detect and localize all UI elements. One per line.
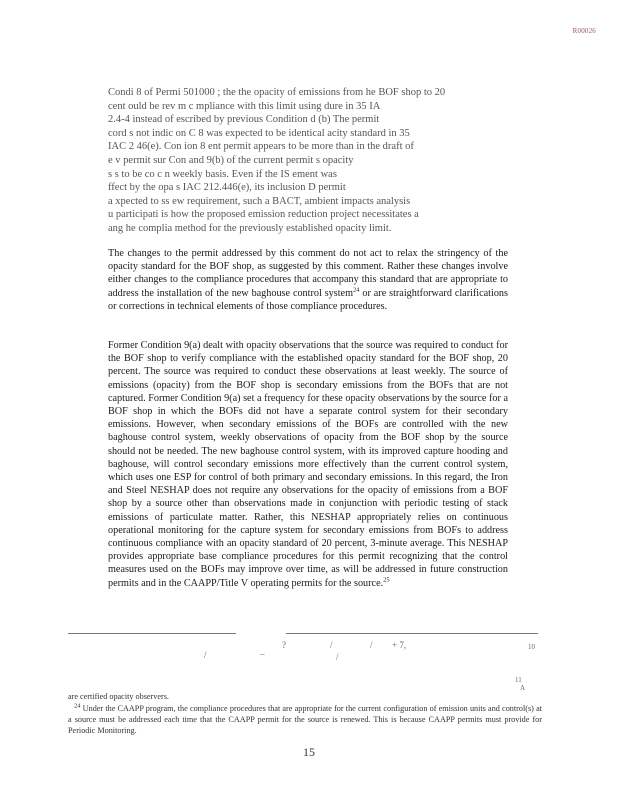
footnote-ref-25: 25	[383, 576, 390, 584]
response-paragraph-2	[108, 339, 508, 590]
faint-footnote-fragment: /	[370, 640, 373, 650]
faded-line: u participati is how the proposed emission reduction project necessitates a	[108, 209, 419, 221]
faint-footnote-fragment: _	[260, 646, 265, 656]
paragraph-text: The changes to the permit addressed by this comment do not act to relax the stringency of the opacity standard for the BOF shop, as suggested by this comment. Rather these changes involve either changes to the compliance procedures that accompany this standard that are appropriate to address the installation of the new baghouse control system	[108, 248, 508, 299]
faded-line: ang he complia method for the previously established opacity limit.	[108, 222, 392, 234]
footnote-divider-left	[68, 633, 236, 634]
faded-line: e v permit sur Con and 9(b) of the current permit s opacity	[108, 154, 354, 166]
faint-footnote-fragment: A	[520, 684, 526, 692]
footnote-continuation: are certified opacity observers.	[68, 692, 169, 701]
faded-line: 2.4-4 instead of escribed by previous Condition d (b) The permit	[108, 114, 380, 126]
faint-footnote-fragment: /	[204, 650, 207, 660]
faint-footnote-fragment: /	[336, 652, 339, 662]
footnote-divider-right	[286, 633, 538, 634]
faded-line: s s to be co c n weekly basis. Even if the IS ement was	[108, 168, 337, 180]
faint-footnote-fragment: 10	[528, 643, 535, 651]
faded-line: IAC 2 46(e). Con ion 8 ent permit appears to be more than in the draft of	[108, 141, 414, 153]
faded-line: cent ould be rev m c mpliance with this limit using dure in 35 IA	[108, 100, 381, 112]
footnote-ref-24: 24	[353, 286, 360, 294]
footnote-24	[68, 703, 542, 737]
paragraph-text-continued: or are straightforward clarifications or corrections in technical elements of those compliance procedures.	[108, 287, 508, 312]
faint-footnote-fragment: /	[330, 640, 333, 650]
footnote-marker: 24	[74, 702, 81, 710]
faint-footnote-fragment: 11	[515, 676, 522, 684]
faded-line: cord s not indic on C 8 was expected to be identical acity standard in 35	[108, 127, 410, 139]
faded-line: ffect by the opa s IAC 212.446(e), its inclusion D permit	[108, 182, 346, 194]
faint-footnote-fragment: ?	[282, 640, 286, 650]
faded-line: Condi 8 of Permi 501000 ; the the opacity of emissions from he BOF shop to 20	[108, 87, 446, 98]
faded-line: a xpected to ss ew requirement, such a BACT, ambient impacts analysis	[108, 195, 411, 207]
page-number: 15	[303, 745, 315, 759]
footnote-text: Under the CAAPP program, the compliance procedures that are appropriate for the current configuration of emission units and control(s) at a source must be addressed each time that the CAAPP permit for the source is renewed. This is because CAAPP permits must provide for Periodic Monitoring.	[68, 704, 542, 736]
response-paragraph-1	[108, 247, 508, 313]
paragraph-text: Former Condition 9(a) dealt with opacity observations that the source was required to conduct for the BOF shop to verify compliance with the established opacity standard for the BOF shop, 20 percent. The source was required to conduct these observations at least weekly. The source of emissions (opacity) from the BOF shop is secondary emissions from the BOFs that are not captured. Former Condition 9(a) set a frequency for these opacity observations by the source for a BOF shop in which the BOFs did not have a separate control system for their secondary emissions. However, when secondary emissions of the BOFs are controlled with the new baghouse control system, weekly observations of opacity from the BOF shop by the source should not be needed. The new baghouse control system, with its improved capture hooding and baghouse, will control secondary emissions more effectively than the current control system, which uses one ESP for control of both primary and secondary emissions. In this regard, the Iron and Steel NESHAP does not require any observations for the opacity of emissions from a BOF shop by a source other than observations made in conjunction with periodic testing of stack emissions of particulate matter. Rather, this NESHAP appropriately relies on continuous operational monitoring for the capture system for secondary emissions from BOFs to address continuous compliance with an opacity standard of 20 percent, 3-minute average. This NESHAP provides appropriate base compliance procedures for this permit recognizing that the control measures used on the BOFs may improve over time, as will be addressed in future construction permits and in the CAAPP/Title V operating permits for the source.	[108, 340, 508, 589]
bates-stamp: R00026	[572, 27, 596, 35]
faint-footnote-fragment: + 7,	[392, 640, 407, 650]
faded-quoted-comment	[108, 86, 500, 236]
